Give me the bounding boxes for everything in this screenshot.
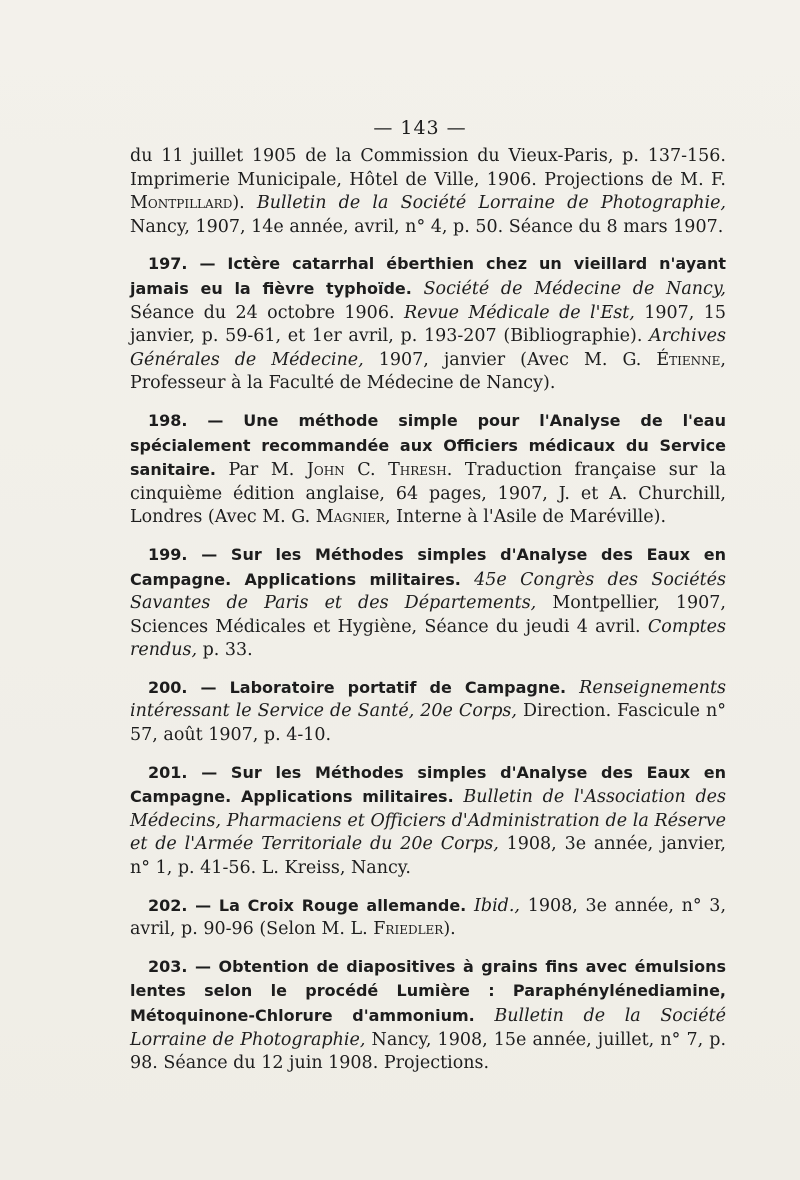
entry-number: 199. [148,544,188,564]
entry-text: Nancy, 1908, 15e année, juillet, n° 7, p. 98. Séance du 12 juin 1908. Projections. [130,1029,727,1074]
entry-title: — Une méthode simple pour l'Analyse de l'eau spécialement recommandée aux Officiers médicaux du Service sanitaire. [130,410,726,480]
entry-title: — Ictère catarrhal éberthien chez un vieillard n'ayant jamais eu la fièvre typhoïde. [130,254,726,298]
entry-text: ). [443,919,456,940]
source-title: Société de Médecine de Nancy, [423,278,726,299]
entry-number: 203. [148,956,188,976]
entry-number: 201. [148,762,188,782]
entry-200 [130,676,726,748]
entry-199 [130,543,726,663]
entry-number: 197. [148,254,188,274]
author-name: John C. Thresh [306,460,447,481]
entry-text: . Traduction française sur la cinquième édition anglaise, 64 pages, 1907, J. et A. Churchill, Londres (Avec M. G. [130,460,726,528]
source-title: Bulletin de la Société Lorraine de Photographie, [130,1006,726,1050]
entry-text: Montpellier, 1907, Sciences Médicales et Hygiène, Séance du jeudi 4 avril. [130,593,726,637]
entry-text: Séance du 24 octobre 1906. [130,302,404,323]
source-title: Renseignements intéressant le Service de Santé, 20e Corps, [130,677,726,722]
entry-title: — Laboratoire portatif de Campagne. [187,677,567,697]
entry-title: — La Croix Rouge allemande. [187,895,467,915]
entry-number: 200. [148,677,188,697]
source-title: Bulletin de l'Association des Médecins, Pharmaciens et Officiers d'Administration de la Réserve et de l'Armée Territoriale du 20e Corps, [130,787,726,855]
entry-number: 202. [148,895,188,915]
entry-text: Par M. [215,460,307,481]
entry-text: 1908, 3e année, janvier, n° 1, p. 41-56. L. Kreiss, Nancy. [130,834,726,879]
entry-continuation [130,145,726,239]
author-name: Montpillard [130,193,233,214]
entry-title: — Sur les Méthodes simples d'Analyse des Eaux en Campagne. Applications militaires. [130,762,726,807]
continuation-text: ). [232,193,257,214]
entry-text: 1907, 15 janvier, p. 59-61, et 1er avril, p. 193-207 (Bibliographie). [130,302,726,347]
entry-198 [130,409,726,530]
entry-text: p. 33. [197,640,253,661]
source-title: Ibid., [466,895,520,916]
journal-title: Bulletin de la Société Lorraine de Photographie, [256,193,726,214]
person-name: Magnier [315,507,386,528]
entry-201 [130,761,726,881]
entry-text: Direction. Fascicule n° 57, août 1907, p. 4-10. [130,701,726,746]
source-title: Revue Médicale de l'Est, [403,302,635,323]
entry-text: , Professeur à la Faculté de Médecine de Nancy). [130,349,726,394]
entry-203 [130,955,726,1076]
bibliography-text [130,145,726,1089]
entry-text: 1908, 3e année, n° 3, avril, p. 90-96 (Selon M. L. [130,895,727,940]
entry-text: , Interne à l'Asile de Maréville). [385,507,667,528]
source-title: 45e Congrès des Sociétés Savantes de Paris et des Départements, [130,569,726,614]
continuation-text: du 11 juillet 1905 de la Commission du Vieux-Paris, p. 137-156. Imprimerie Municipale, Hôtel de Ville, 1906. Projections de M. F. [130,146,726,190]
person-name: Étienne [656,349,721,370]
person-name: Friedler [373,919,444,940]
entry-title: — Obtention de diapositives à grains fins avec émulsions lentes selon le procédé Lumière : Paraphénylénediamine, Métoquinone-Chlorure d'ammonium. [130,956,726,1025]
source-title: Comptes rendus, [130,616,726,661]
entry-202 [130,894,726,942]
entry-number: 198. [148,410,188,430]
continuation-text: Nancy, 1907, 14e année, avril, n° 4, p. 50. Séance du 8 mars 1907. [130,216,724,237]
entry-197 [130,252,726,396]
source-title: Archives Générales de Médecine, [130,326,726,370]
page-number: — 143 — [373,117,467,139]
entry-title: — Sur les Méthodes simples d'Analyse des Eaux en Campagne. Applications militaires. [130,544,726,589]
entry-text: 1907, janvier (Avec M. G. [363,349,657,370]
